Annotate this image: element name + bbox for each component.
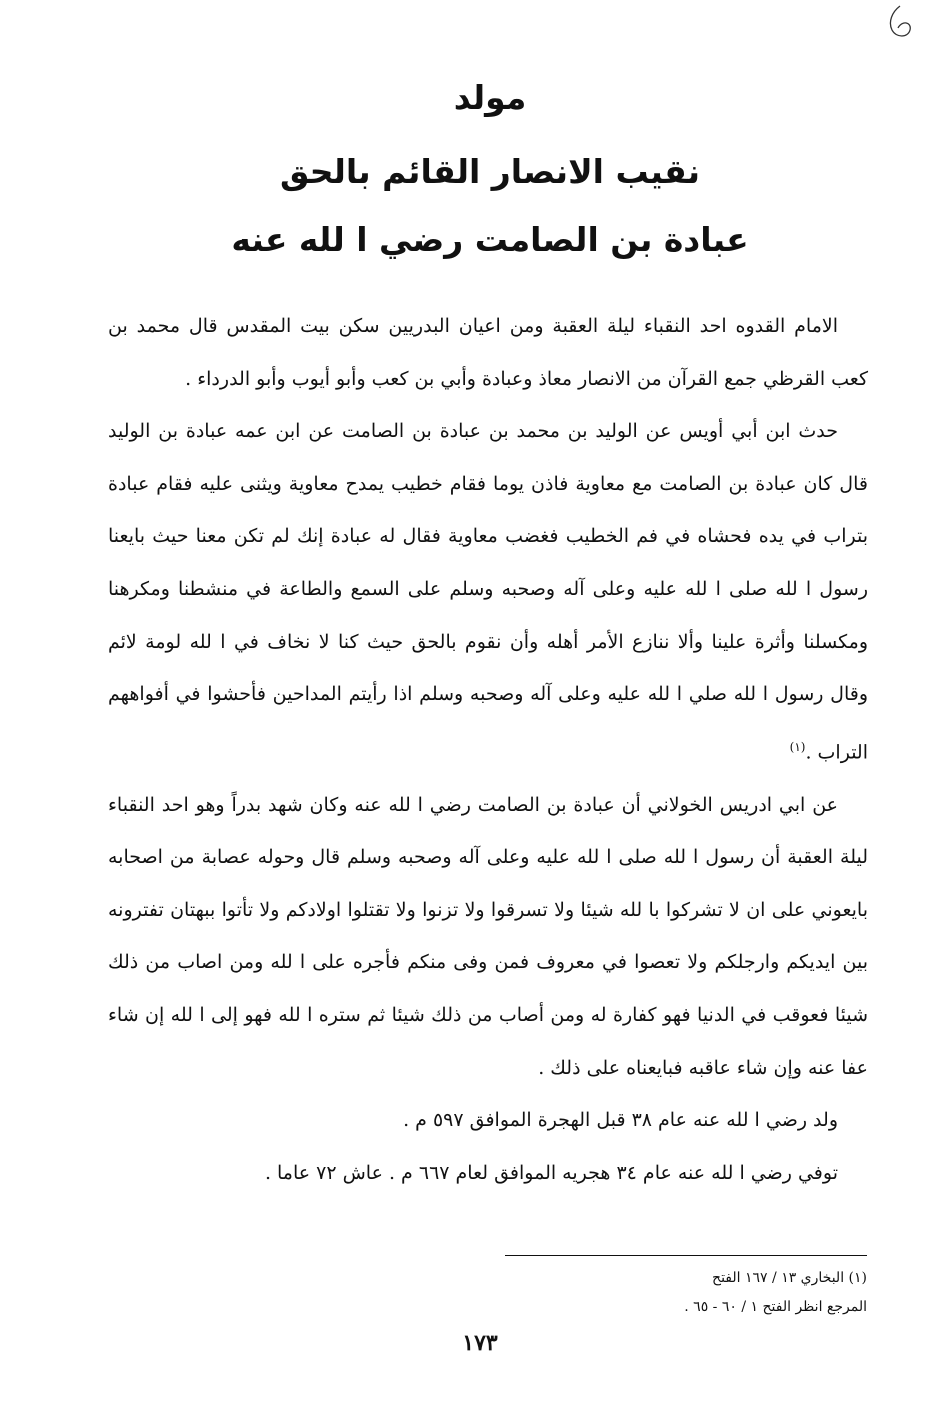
footnote-1: (١) البخاري ١٣ / ١٦٧ الفتح [712,1270,867,1286]
paragraph-hadith-1 [108,405,868,778]
paragraph-birth: ولد رضي ا لله عنه عام ٣٨ قبل الهجرة الموافق ٥٩٧ م . [403,1109,838,1132]
handwritten-mark [878,4,918,48]
footnote-reference: المرجع انظر الفتح ١ / ٦٠ - ٦٥ . [684,1299,867,1315]
footnotes [505,1264,867,1322]
page-number: ١٧٣ [462,1330,498,1356]
paragraph-hadith-1-text: حدث ابن أبي أويس عن الوليد بن محمد بن عبادة بن الصامت عن ابن عمه عبادة بن الوليد قال كان عبادة بن الصامت مع معاوية فاذن يوما فقام خطيب يمدح معاوية ويثنى عليه فقام عبادة بتراب في يده فحشاه في فم الخطيب فغضب معاوية فقال له عبادة إنك لم تكن معنا حيث بايعنا رسول ا لله صلى ا لله عليه وعلى آله وصحبه وسلم على السمع والطاعة في منشطنا ومكرهنا ومكسلنا وأثرة علينا وألا ننازع الأمر أهله وأن نقوم بالحق حيث كنا لا نخاف في ا لله لومة لائم وقال رسول ا لله صلي ا لله عليه وعلى آله وصحبه وسلم اذا رأيتم المداحين فأحشوا في أفواههم التراب . [108,420,868,764]
footnote-divider [505,1255,867,1256]
paragraph-death: توفي رضي ا لله عنه عام ٣٤ هجريه الموافق لعام ٦٦٧ م . عاش ٧٢ عاما . [264,1161,838,1184]
title-line-1: مولد [453,78,527,117]
title-line-2: نقيب الانصار القائم بالحق [279,152,700,191]
paragraph-intro: الامام القدوه احد النقباء ليلة العقبة ومن اعيان البدريين سكن بيت المقدس قال محمد بن كعب القرظي جمع القرآن من الانصار معاذ وعبادة وأبي بن كعب وأبو أيوب وأبو الدرداء . [108,315,868,390]
footnote-marker: (١) [789,739,806,754]
paragraph-hadith-2: عن ابي ادريس الخولاني أن عبادة بن الصامت رضي ا لله عنه وكان شهد بدراً وهو احد النقباء ليلة العقبة أن رسول ا لله صلى ا لله عليه وعلى آله وصحبه وسلم قال وحوله عصابة من اصحابه بايعوني على ان لا تشركوا با لله شيئا ولا تسرقوا ولا تزنوا ولا تقتلوا اولادكم ولا تأتوا ببهتان تفترونه بين ايديكم وارجلكم ولا تعصوا في معروف فمن وفى منكم فأجره على ا لله ومن اصاب من ذلك شيئا فعوقب في الدنيا فهو كفارة له ومن أصاب من ذلك شيئا ثم ستره ا لله فهو إلى ا لله إن شاء عفا عنه وإن شاء عاقبه فبايعناه على ذلك . [108,793,869,1079]
title-line-3: عبادة بن الصامت رضي ا لله عنه [231,220,749,259]
body-text [108,300,868,1199]
